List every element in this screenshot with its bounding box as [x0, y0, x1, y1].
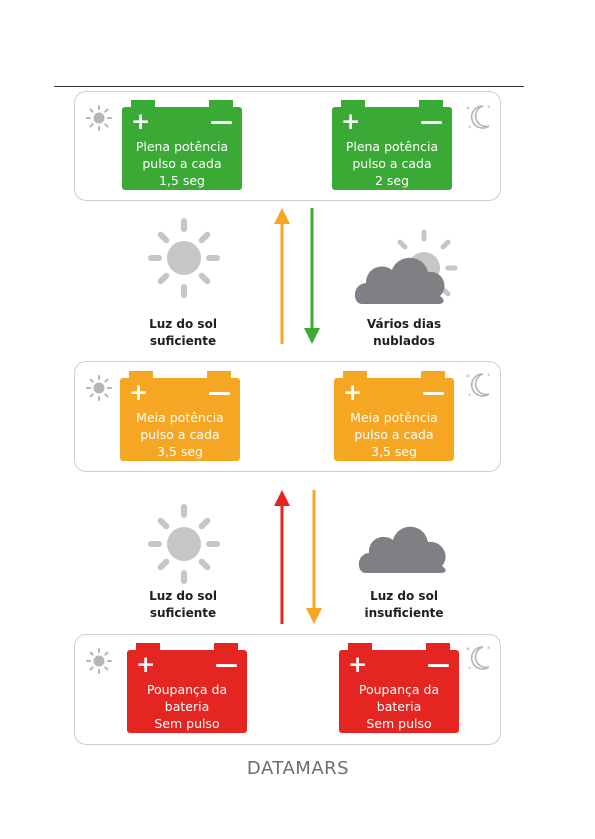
minus-icon: —: [215, 652, 238, 678]
svg-text:*: *: [468, 665, 472, 673]
sun-icon: [85, 104, 113, 132]
battery-label-line3: Sem pulso: [154, 716, 220, 731]
battery-label-line1: Meia potência: [350, 410, 438, 425]
battery-label-line2: pulso a cada: [142, 156, 222, 171]
battery-label-line2: pulso a cada: [352, 156, 432, 171]
battery-label: [127, 681, 247, 732]
battery-label-line3: 2 seg: [374, 173, 410, 188]
battery-saving-night: [339, 643, 459, 733]
battery-saving-day: [127, 643, 247, 733]
arrow-down-icon: [305, 489, 323, 625]
sun-icon: [148, 503, 228, 588]
plus-icon: +: [341, 109, 361, 135]
svg-text:*: *: [487, 104, 491, 112]
battery-half-power-day: [120, 371, 240, 461]
plus-icon: +: [348, 652, 368, 678]
battery-label-line3: 1,5 seg: [159, 173, 205, 188]
battery-body: [339, 650, 459, 733]
battery-label-line2: bateria: [164, 699, 210, 714]
caption-line2: suficiente: [149, 334, 217, 348]
battery-label-line2: bateria: [376, 699, 422, 714]
caption-line1: Luz do sol: [149, 589, 217, 603]
svg-text:*: *: [487, 645, 491, 653]
minus-icon: —: [422, 380, 445, 406]
plus-icon: +: [131, 109, 151, 135]
battery-label-line1: Poupança da: [358, 682, 440, 697]
minus-icon: —: [420, 109, 443, 135]
battery-label-line1: Meia potência: [136, 410, 224, 425]
plus-icon: +: [136, 652, 156, 678]
datamars-logo: DATAMARS: [246, 758, 350, 779]
plus-icon: +: [343, 380, 363, 406]
panel-half-power: [74, 361, 501, 472]
caption-sufficient-sun: [118, 588, 248, 622]
sun-icon: [85, 374, 113, 402]
sun-behind-cloud-icon: [352, 228, 470, 308]
caption-insufficient-sun: [339, 588, 469, 622]
panel-battery-saving: [74, 634, 501, 745]
minus-icon: —: [208, 380, 231, 406]
caption-line1: Vários dias: [366, 317, 442, 331]
moon-stars-icon: [463, 100, 495, 134]
battery-full-power-day: [122, 100, 242, 190]
svg-text:*: *: [468, 124, 472, 132]
battery-label: [332, 138, 452, 189]
sun-icon: [148, 217, 228, 302]
cloud-icon: [356, 516, 452, 576]
minus-icon: —: [210, 109, 233, 135]
caption-line2: insuficiente: [364, 606, 444, 620]
panel-full-power: [74, 91, 501, 201]
battery-body: [120, 378, 240, 461]
battery-label: [120, 409, 240, 460]
caption-sufficient-sun: [118, 316, 248, 350]
battery-label: [334, 409, 454, 460]
moon-stars-icon: [463, 368, 495, 402]
battery-label-line2: pulso a cada: [354, 427, 434, 442]
header-rule: [54, 86, 524, 87]
svg-text:*: *: [466, 373, 470, 382]
battery-body: [127, 650, 247, 733]
plus-icon: +: [129, 380, 149, 406]
battery-label-line3: 3,5 seg: [371, 444, 417, 459]
caption-line2: nublados: [373, 334, 435, 348]
arrow-up-icon: [273, 207, 291, 345]
svg-text:*: *: [468, 392, 472, 400]
battery-label-line1: Plena potência: [135, 139, 229, 154]
arrow-down-icon: [303, 207, 321, 345]
battery-full-power-night: [332, 100, 452, 190]
battery-body: [122, 107, 242, 190]
caption-line2: suficiente: [149, 606, 217, 620]
svg-text:*: *: [466, 646, 470, 655]
arrow-up-icon: [273, 489, 291, 625]
battery-label-line3: Sem pulso: [366, 716, 432, 731]
caption-line1: Luz do sol: [370, 589, 438, 603]
battery-label-line1: Poupança da: [146, 682, 228, 697]
caption-line1: Luz do sol: [149, 317, 217, 331]
battery-label-line1: Plena potência: [345, 139, 439, 154]
battery-body: [334, 378, 454, 461]
battery-label-line2: pulso a cada: [140, 427, 220, 442]
svg-text:*: *: [466, 105, 470, 114]
svg-text:*: *: [487, 372, 491, 380]
sun-icon: [85, 647, 113, 675]
battery-label-line3: 3,5 seg: [157, 444, 203, 459]
moon-stars-icon: [463, 641, 495, 675]
battery-label: [122, 138, 242, 189]
battery-body: [332, 107, 452, 190]
caption-cloudy-days: [339, 316, 469, 350]
minus-icon: —: [427, 652, 450, 678]
battery-label: [339, 681, 459, 732]
battery-half-power-night: [334, 371, 454, 461]
